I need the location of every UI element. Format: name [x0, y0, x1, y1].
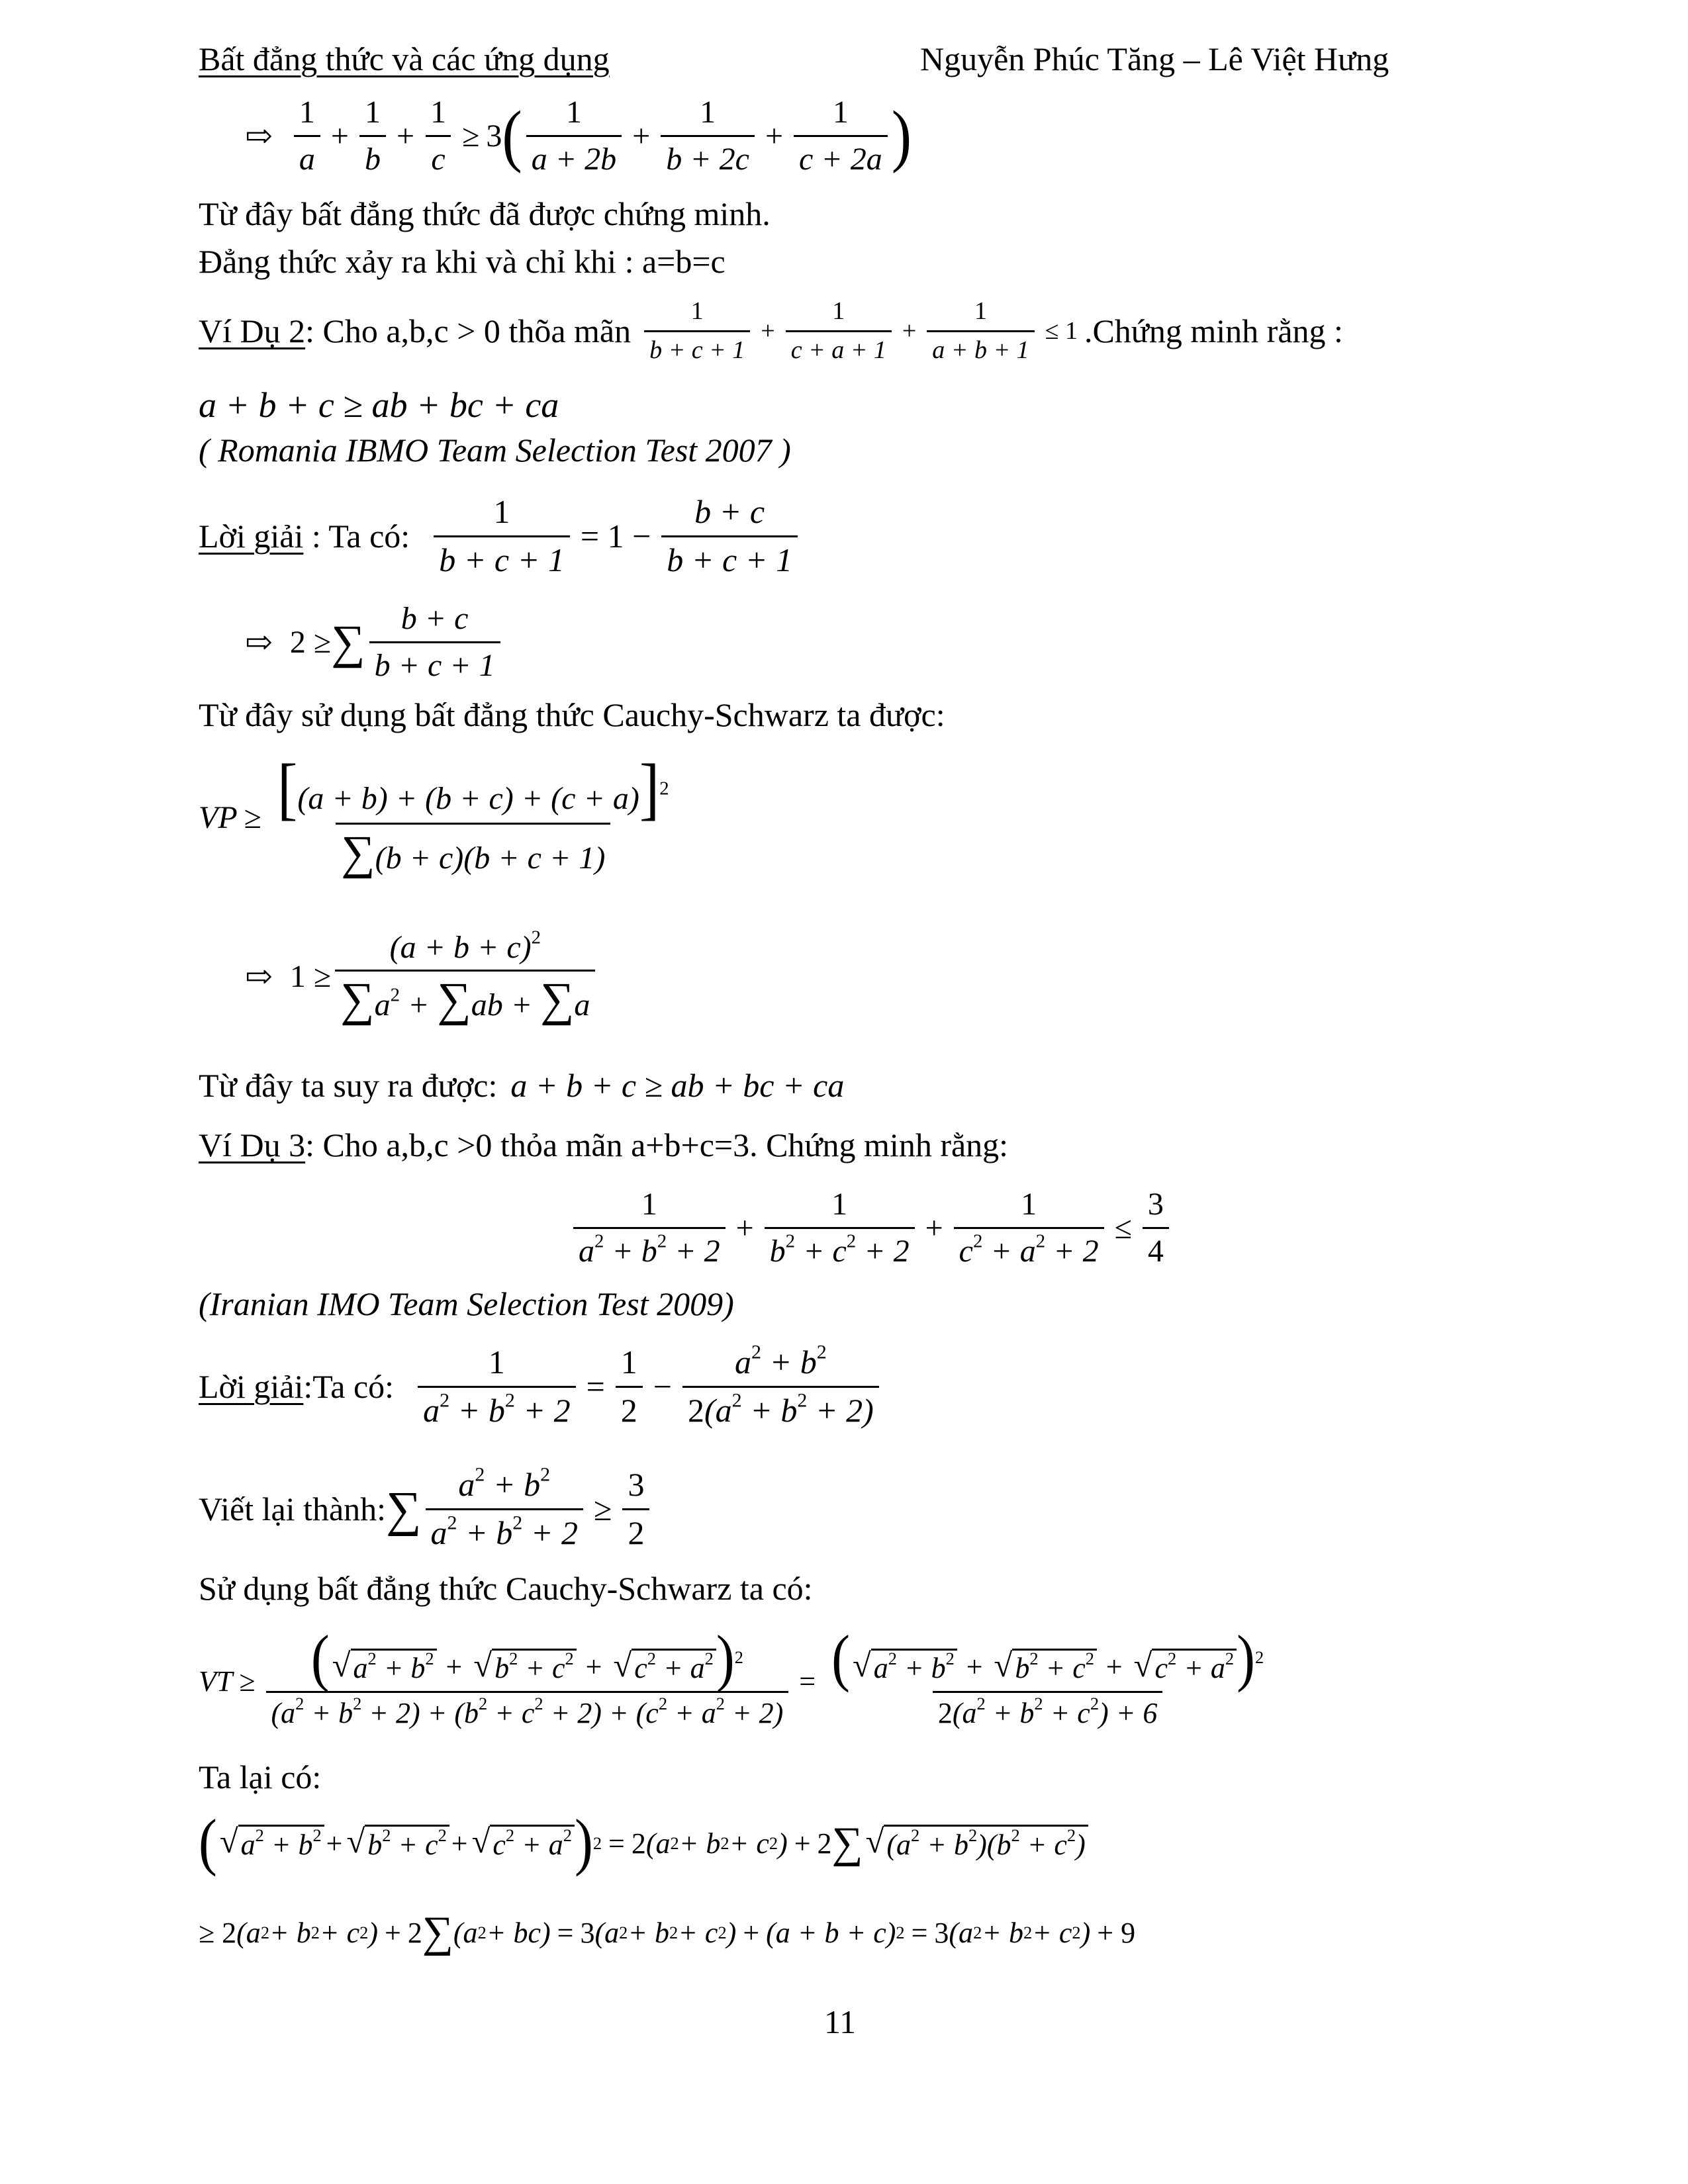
conclusion-text: Từ đây ta suy ra được: — [199, 1067, 498, 1104]
example-2-text: : Cho a,b,c > 0 thõa mãn — [305, 312, 632, 349]
proof-complete-text: Từ đây bất đẳng thức đã được chứng minh. — [199, 195, 771, 232]
equation-final-bound: ≥ 2 (a 2 + b 2 + c 2 ) + 2 ∑ (a 2 + bc) = 3 (a 2 + b 2 + c 2 ) + (a + b + c) 2 = 3 (a 2 + b 2 + c 2 ) + 9 — [199, 1908, 1136, 1956]
solution-3-identity: Lời giải :Ta có: $\frac{1}{a^2 + b^2 + 2}$ = $\frac{1}{2}$ − $\frac{a^2 + b^2}{2(a^2 + b^2 + 2)}$ — [199, 1337, 883, 1436]
example-3-inequality: $\frac{1}{a^2 + b^2 + 2}$ + $\frac{1}{b^2 + c^2 + 2}$ + $\frac{1}{c^2 + a^2 + 2}$ ≤ $\frac{3}{4}$ — [569, 1178, 1173, 1277]
arrow-icon: ⇨ — [245, 117, 273, 154]
header-authors: Nguyễn Phúc Tăng – Lê Việt Hưng — [920, 40, 1389, 77]
solution-label: Lời giải — [199, 518, 304, 555]
example-2-goal: a + b + c ≥ ab + bc + ca — [199, 385, 559, 425]
example-2-label: Ví Dụ 2 — [199, 312, 306, 349]
conclusion-equation: a + b + c ≥ ab + bc + ca — [510, 1067, 845, 1104]
solution-2-identity: Lời giải : Ta có: $\frac{1}{b + c + 1}$ = 1 − $\frac{b + c}{b + c + 1}$ — [199, 490, 802, 582]
arrow-icon: ⇨ — [245, 623, 273, 660]
vp-symbol: VP — [199, 799, 238, 835]
page-number: 11 — [824, 2003, 857, 2040]
equation-previous-result: ⇨ $\frac{1}{a}$ + $\frac{1}{b}$ + $\frac{1}{c}$ ≥ 3 ( $\frac{1}{a + 2b}$ + $\frac{1}{b + 2c}$ + $\frac{1}{c + 2a}$ ) — [245, 95, 912, 177]
solution-2-text: : Ta có: — [303, 518, 410, 555]
example-3-statement — [199, 1125, 1008, 1165]
equality-case-text: Đẳng thức xảy ra khi và chỉ khi : a=b=c — [199, 243, 726, 280]
example-3-text: : Cho a,b,c >0 thỏa mãn a+b+c=3. Chứng minh rằng: — [305, 1126, 1009, 1163]
also-text: Ta lại có: — [199, 1758, 322, 1796]
rewrite-line: Viết lại thành: ∑ $\frac{a^2 + b^2}{a^2 + b^2 + 2}$ ≥ $\frac{3}{2}$ — [199, 1459, 653, 1559]
example-2-condition: $\frac{1}{b + c + 1}$ + $\frac{1}{c + a + 1}$ + $\frac{1}{a + b + 1}$ ≤ 1 — [640, 297, 1084, 365]
example-2-tail: .Chứng minh rằng : — [1084, 312, 1343, 349]
example-2-statement — [199, 291, 1343, 371]
equation-vp-bound: VP ≥ $\frac{[(a + b) + (b + c) + (c + a)]^2}{\sum(b + c)(b + c + 1)}$ — [199, 750, 669, 879]
equation-sum-bound: ⇨ 2 ≥ ∑ $\frac{b + c}{b + c + 1}$ — [245, 596, 504, 688]
conclusion-line — [199, 1062, 844, 1109]
cauchy-schwarz-text-2: Sử dụng bất đẳng thức Cauchy-Schwarz ta có: — [199, 1570, 813, 1607]
equation-one-bound: ⇨ 1 ≥ $\frac{(a + b + c)^2}{\sum a^2 + \sum ab + \sum a}$ — [245, 907, 599, 1046]
example-3-source: (Iranian IMO Team Selection Test 2009) — [199, 1285, 734, 1322]
solution-3-text: :Ta có: — [303, 1368, 395, 1405]
solution-label: Lời giải — [199, 1368, 304, 1405]
cauchy-schwarz-text-1: Từ đây sử dụng bất đẳng thức Cauchy-Schwarz ta được: — [199, 696, 945, 733]
header-title: Bất đẳng thức và các ứng dụng — [199, 40, 610, 77]
equation-expansion: ( √ $a^2 + b^2$ + √ $b^2 + c^2$ + √ $c^2 + a^2$ ) 2 = 2 (a 2 + b 2 + c 2 ) + 2 ∑ √ $(a^2 + b^2)(b^2 + c^2)$ — [199, 1807, 1088, 1880]
rewrite-text: Viết lại thành: — [199, 1490, 387, 1527]
example-2-source: ( Romania IBMO Team Selection Test 2007 ) — [199, 432, 791, 469]
example-3-label: Ví Dụ 3 — [199, 1126, 306, 1163]
arrow-icon: ⇨ — [245, 958, 273, 995]
vt-symbol: VT — [199, 1664, 233, 1698]
equation-vt-bound: VT ≥ ( √ $a^2 + b^2$ + √ $b^2 + c^2$ + √ $c^2 + a^2$ )$^2$ $(a^2 + b^2 + 2) + (b^2 + c^2 + 2) + (c^2 + a^2 + 2)$ = ( √ $a^2 + b^2$ + √ $b^2 + c^2$ + √ $c^2 + a^2$ )$^2$ $2(a^2 + b^2 + c^2) + 6$ — [199, 1623, 1264, 1729]
